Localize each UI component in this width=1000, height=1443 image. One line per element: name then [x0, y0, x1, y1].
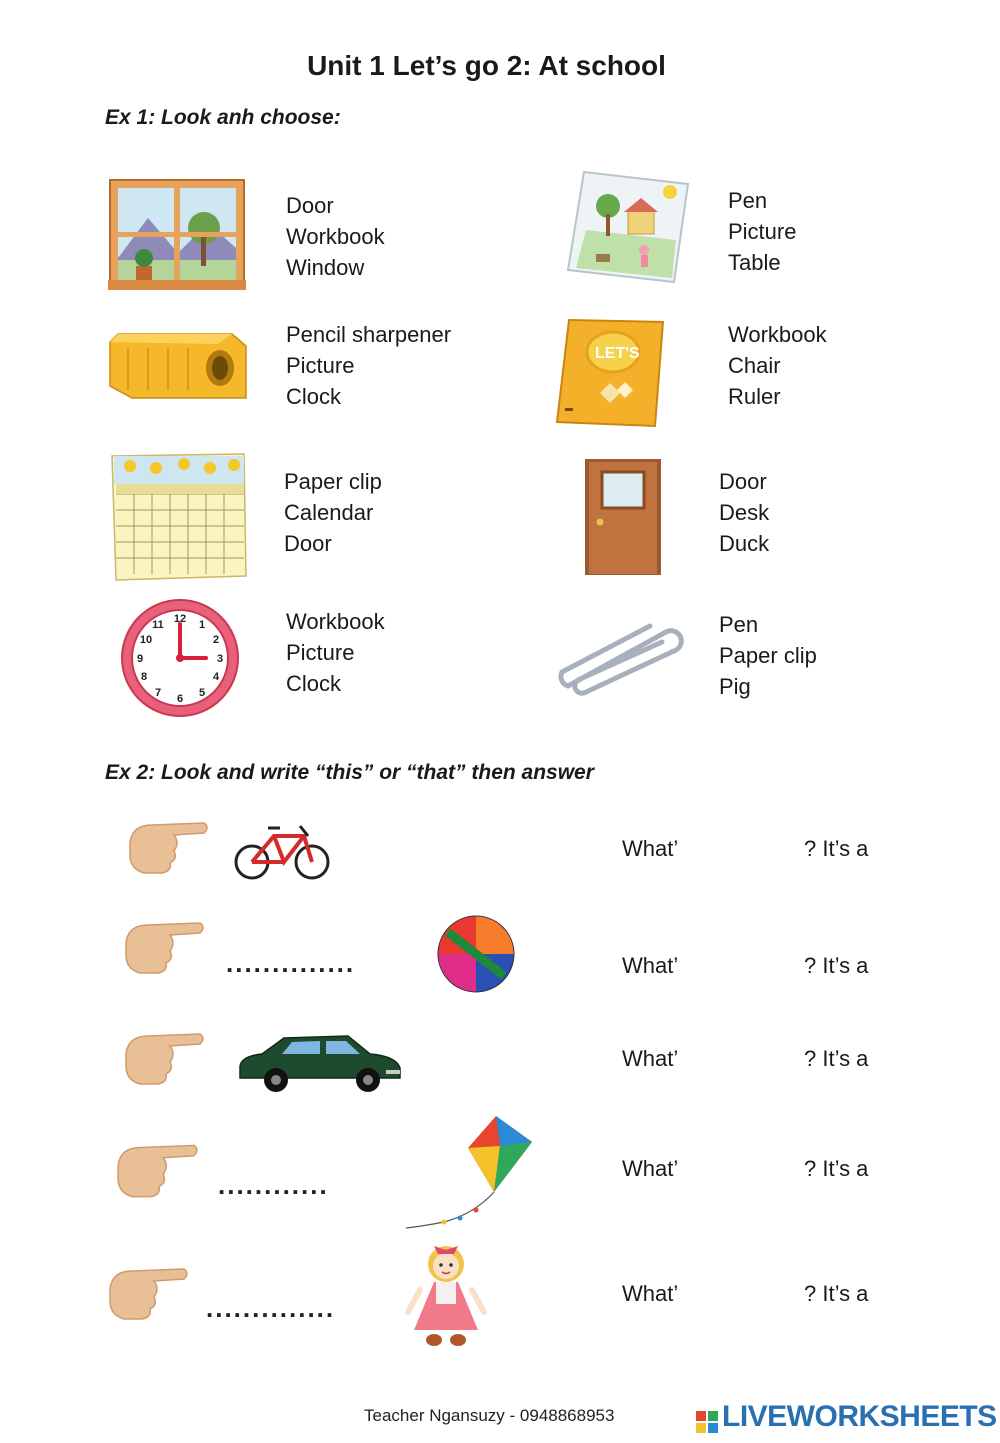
- answer-text: ? It’s a: [804, 1046, 869, 1071]
- option[interactable]: Door: [719, 469, 767, 494]
- kite-picture: [404, 1114, 536, 1232]
- workbook-picture: [555, 318, 665, 428]
- option[interactable]: Picture: [286, 640, 355, 665]
- svg-text:4: 4: [212, 671, 220, 683]
- option[interactable]: Chair: [728, 353, 781, 378]
- svg-text:3: 3: [216, 653, 224, 665]
- option[interactable]: Workbook: [286, 224, 385, 249]
- ex2-heading: Ex 2: Look and write “this” or “that” then answer: [105, 761, 594, 784]
- window-options: [286, 190, 385, 283]
- option[interactable]: Clock: [286, 384, 342, 409]
- option[interactable]: Picture: [286, 353, 355, 378]
- svg-text:6: 6: [176, 693, 184, 705]
- option[interactable]: Ruler: [728, 384, 781, 409]
- svg-text:2: 2: [212, 634, 220, 646]
- svg-text:11: 11: [152, 619, 164, 631]
- svg-text:5: 5: [198, 687, 206, 699]
- option[interactable]: Desk: [719, 500, 770, 525]
- pointing-hand-icon: [126, 813, 210, 877]
- svg-text:LET'S: LET'S: [595, 345, 640, 362]
- svg-text:9: 9: [136, 653, 144, 665]
- door-options: [719, 466, 769, 559]
- ex1-heading: Ex 1: Look anh choose:: [105, 106, 341, 129]
- pointing-hand-icon: [114, 1132, 200, 1204]
- write-blank[interactable]: ..............: [206, 1293, 336, 1323]
- teacher-credit: Teacher Ngansuzy - 0948868953: [364, 1406, 615, 1425]
- brand-name: LIVEWORKSHEETS: [722, 1400, 997, 1433]
- window-picture: [108, 178, 246, 293]
- drawing-options: [728, 185, 796, 278]
- question-text: What’: [622, 1156, 679, 1181]
- svg-text:7: 7: [154, 687, 162, 699]
- clock-options: [286, 606, 385, 699]
- option[interactable]: Workbook: [728, 322, 827, 347]
- option[interactable]: Calendar: [284, 500, 374, 525]
- option[interactable]: Window: [286, 255, 365, 280]
- option[interactable]: Workbook: [286, 609, 385, 634]
- option[interactable]: Duck: [719, 531, 770, 556]
- drawing-picture: [566, 170, 691, 285]
- answer-text: ? It’s a: [804, 1156, 869, 1181]
- paper-clip-options: [719, 609, 817, 702]
- pointing-hand-icon: [122, 1021, 206, 1091]
- ball-picture: [436, 914, 516, 994]
- svg-text:1: 1: [198, 619, 206, 631]
- option[interactable]: Pencil sharpener: [286, 322, 452, 347]
- svg-text:10: 10: [139, 634, 153, 646]
- calendar-options: [284, 466, 382, 559]
- option[interactable]: Clock: [286, 671, 342, 696]
- option[interactable]: Pig: [719, 674, 751, 699]
- answer-text: ? It’s a: [804, 953, 869, 978]
- page-title: Unit 1 Let’s go 2: At school: [307, 50, 666, 81]
- workbook-options: [728, 319, 827, 412]
- answer-text: ? It’s a: [804, 1281, 869, 1306]
- option[interactable]: Door: [286, 193, 334, 218]
- option[interactable]: Table: [728, 250, 781, 275]
- question-text: What’: [622, 953, 679, 978]
- option[interactable]: Pen: [719, 612, 759, 637]
- write-blank[interactable]: ............: [218, 1170, 329, 1200]
- option[interactable]: Pen: [728, 188, 768, 213]
- paper-clip-picture: [558, 620, 684, 696]
- option[interactable]: Door: [284, 531, 332, 556]
- pointing-hand-icon: [106, 1256, 190, 1326]
- pencil-sharpener-picture: [108, 328, 248, 403]
- svg-text:12: 12: [173, 613, 187, 625]
- calendar-picture: [110, 452, 248, 582]
- pointing-hand-icon: [122, 910, 206, 980]
- door-picture: [584, 458, 662, 576]
- liveworksheets-logo-icon: [696, 1411, 718, 1433]
- clock-picture: [118, 598, 242, 718]
- option[interactable]: Picture: [728, 219, 797, 244]
- option[interactable]: Paper clip: [719, 643, 817, 668]
- write-blank[interactable]: ..............: [226, 948, 356, 978]
- brand-logo[interactable]: [696, 1400, 997, 1434]
- doll-picture: [404, 1240, 488, 1350]
- svg-text:8: 8: [140, 671, 148, 683]
- question-text: What’: [622, 836, 679, 861]
- car-picture: [236, 1030, 404, 1096]
- pencil-sharpener-options: [286, 319, 451, 412]
- answer-text: ? It’s a: [804, 836, 869, 861]
- bicycle-picture: [234, 820, 332, 882]
- question-text: What’: [622, 1046, 679, 1071]
- option[interactable]: Paper clip: [284, 469, 382, 494]
- question-text: What’: [622, 1281, 679, 1306]
